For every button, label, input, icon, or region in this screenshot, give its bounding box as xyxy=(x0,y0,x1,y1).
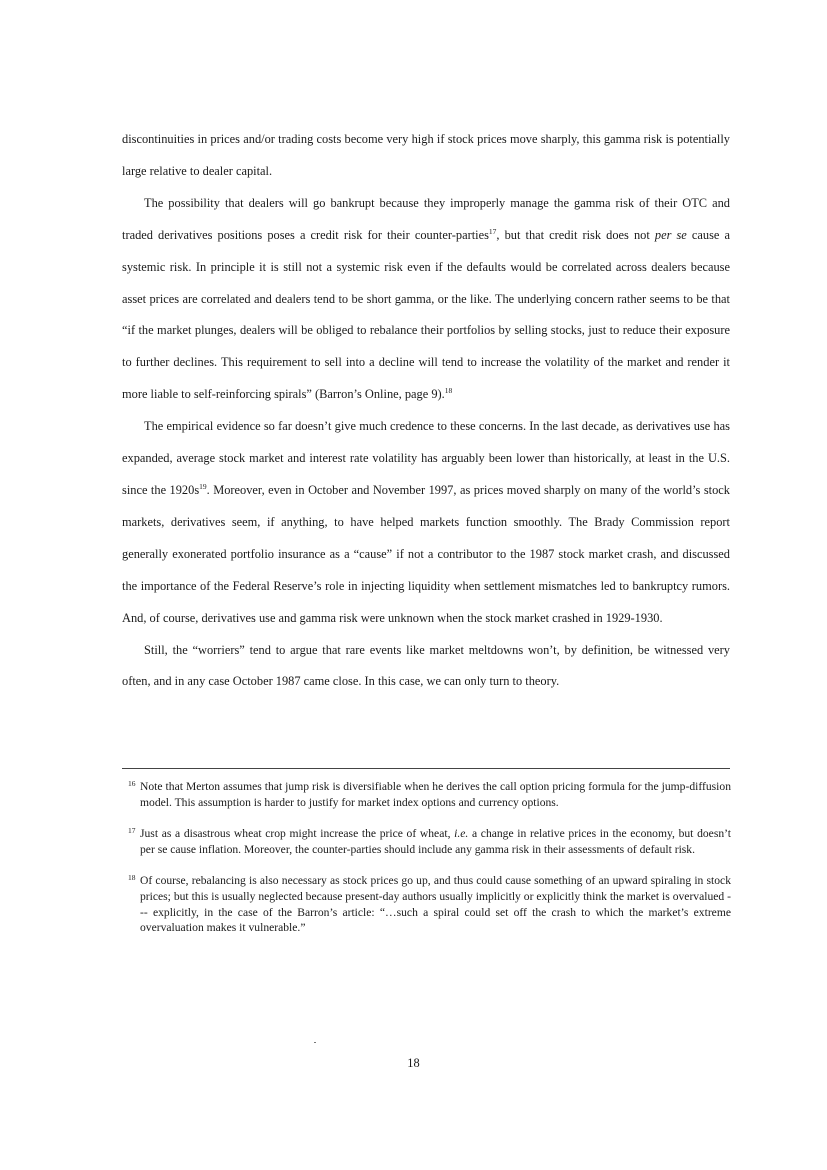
footnote-ref-19: 19 xyxy=(199,481,207,491)
paragraph-2-text-a: The possibility that dealers will go bankrupt because they improperly manage the gamma risk of their OTC and traded derivatives positions poses a credit risk for their counter-parties xyxy=(122,195,730,242)
page-number: 18 xyxy=(407,1056,420,1070)
footnote-17 xyxy=(128,826,731,857)
paragraph-1-text: discontinuities in prices and/or trading costs become very high if stock prices move sharply, this gamma risk is potentially large relative to dealer capital. xyxy=(122,132,730,178)
paragraph-3-text-a: The empirical evidence so far doesn’t give much credence to these concerns. In the last decade, as derivatives use has expanded, average stock market and interest rate volatility has arguably been lower than historically, at least in the U.S. since the 1920s xyxy=(122,419,730,497)
footnote-emphasis: i.e. xyxy=(454,827,469,841)
paragraph-3-text-b: . Moreover, even in October and November 1997, as prices moved sharply on many of the world’s stock markets, derivatives seem, if anything, to have helped markets function smoothly. The Brady Commission report generally exonerated portfolio insurance as a “cause” if not a contributor to the 1987 stock market crash, and discussed the importance of the Federal Reserve’s role in injecting liquidity when settlement mismatches led to bankruptcy rumors. And, of course, derivatives use and gamma risk were unknown when the stock market crashed in 1929-1930. xyxy=(122,482,730,625)
paragraph-2 xyxy=(122,188,730,411)
paragraph-4 xyxy=(122,635,730,699)
footnote-text-a: Just as a disastrous wheat crop might increase the price of wheat, xyxy=(140,827,455,841)
footnote-text: Of course, rebalancing is also necessary as stock prices go up, and thus could cause something of an upward spiraling in stock prices; but this is usually neglected because present-day authors usually implicitly or explicitly think the market is overvalued --- explicitly, in the case of the Barron’s article: “…such a spiral could set off the crash to which the market’s extreme overvaluation makes it vulnerable.” xyxy=(140,874,731,935)
footnote-divider xyxy=(122,768,730,769)
footnote-16 xyxy=(128,779,731,810)
paragraph-2-emphasis: per se xyxy=(654,227,687,242)
footnote-mark: 18 xyxy=(128,873,136,883)
footnote-mark: 16 xyxy=(128,779,136,788)
footnote-text: Note that Merton assumes that jump risk is diversifiable when he derives the call option pricing formula for the jump-diffusion model. This assumption is harder to justify for market index options and currency options. xyxy=(140,780,731,809)
paragraph-2-text-b: , but that credit risk does not xyxy=(496,227,655,242)
footnotes xyxy=(128,779,731,952)
paragraph-2-text-c: cause a systemic risk. In principle it is still not a systemic risk even if the defaults would be correlated across dealers because asset prices are correlated and dealers tend to be short gamma, or the like. The underlying concern rather seems to be that “if the market plunges, dealers will be obliged to rebalance their portfolios by selling stocks, just to reduce their exposure to further declines. This requirement to sell into a decline will tend to increase the volatility of the market and render it more liable to self-reinforcing spirals” (Barron’s Online, page 9). xyxy=(122,227,731,402)
paragraph-1 xyxy=(122,124,730,188)
main-text xyxy=(122,124,730,698)
footnote-text-b: a change in relative prices in the economy, but doesn’t per se cause inflation. Moreover, the counter-parties should include any gamma risk in their assessments of default risk. xyxy=(140,827,731,856)
footnote-18 xyxy=(128,873,731,935)
paragraph-4-text: Still, the “worriers” tend to argue that rare events like market meltdowns won’t, by definition, be witnessed very often, and in any case October 1987 came close. In this case, we can only turn to theory. xyxy=(122,642,730,689)
footnote-ref-17: 17 xyxy=(488,226,497,236)
footnote-mark: 17 xyxy=(128,826,136,836)
scan-speck xyxy=(314,1042,316,1043)
footnote-ref-18: 18 xyxy=(444,386,453,396)
paragraph-3 xyxy=(122,411,730,634)
